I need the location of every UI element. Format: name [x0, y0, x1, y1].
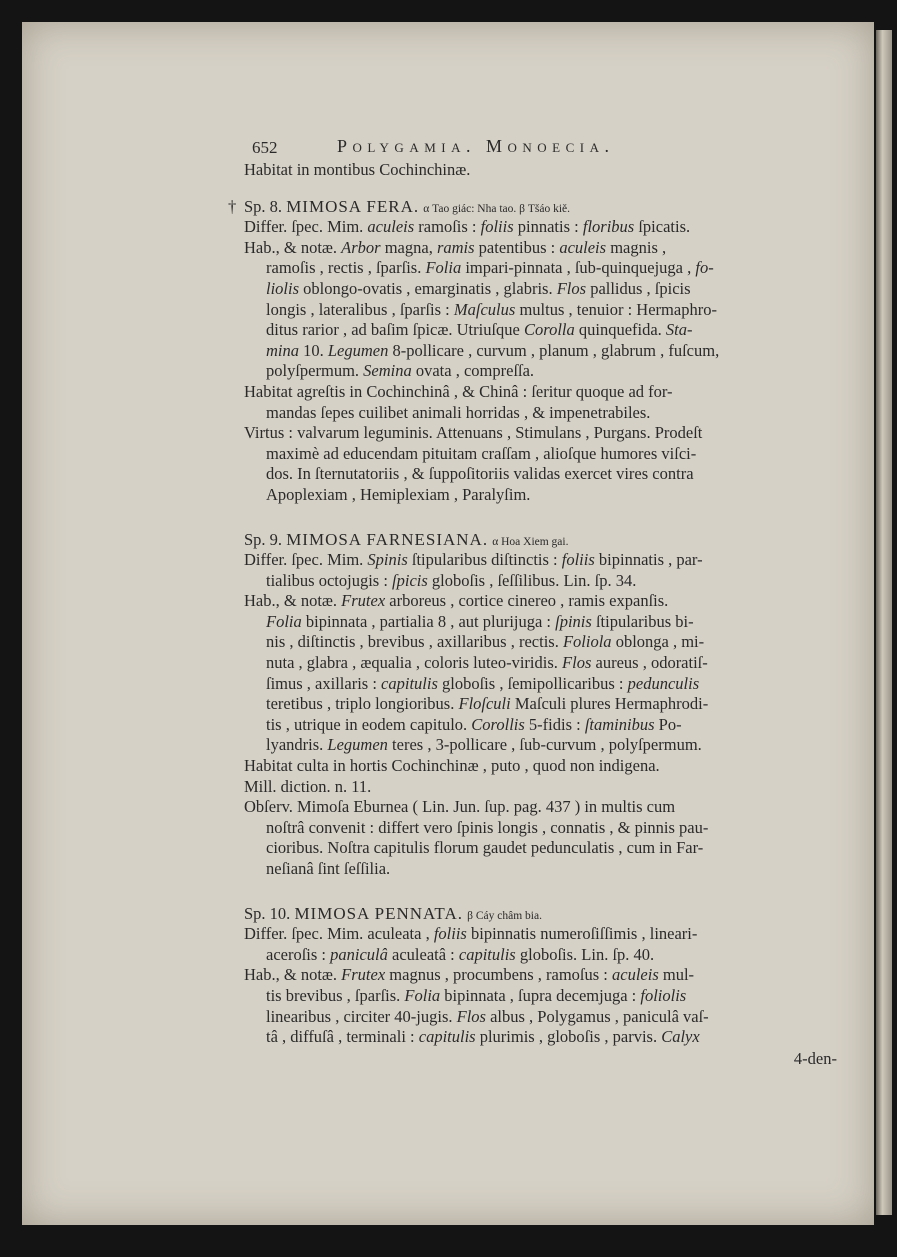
- italic-term: foliis: [480, 217, 514, 237]
- vernacular-names: α Tao giác: Nha tao. β Tšáo kiě.: [423, 202, 571, 215]
- text-line: Hab., & notæ. Frutex arboreus , cortice cinereo , ramis expanſis.: [244, 591, 669, 611]
- text-line: aceroſis : paniculâ aculeatâ : capitulis globoſis. Lin. ſp. 40.: [266, 944, 655, 964]
- text-line: neſianâ ſint ſeſſilia.: [266, 859, 391, 878]
- italic-term: capitulis: [381, 673, 438, 693]
- text-line: nuta , glabra , æqualia , coloris luteo-viridis. Flos aureus , odoratiſ-: [266, 653, 708, 673]
- italic-term: Calyx: [661, 1027, 700, 1047]
- species-number: Sp. 8.: [244, 196, 283, 216]
- italic-term: capitulis: [418, 1027, 476, 1047]
- text-line: tâ , diffuſâ , terminali : capitulis plurimis , globoſis , parvis. Calyx: [266, 1027, 700, 1047]
- text-line: ditus rarior , ad baſim ſpicæ. Utriuſque Corolla quinquefida. Sta-: [266, 320, 693, 340]
- italic-term: Folia: [266, 611, 302, 631]
- italic-term: Semina: [363, 361, 412, 381]
- italic-term: ſpicis: [392, 570, 428, 590]
- text-line: noſtrâ convenit : differt vero ſpinis longis , connatis , & pinnis pau-: [266, 817, 709, 837]
- italic-term: Maſculus: [453, 299, 516, 319]
- text-line: lyandris. Legumen teres , 3-pollicare , ſub-curvum , polyſpermum.: [266, 735, 702, 755]
- text-line: Virtus : valvarum leguminis. Attenuans , Stimulans , Purgans. Prodeſt: [244, 423, 703, 443]
- text-line: longis , lateralibus , ſparſis : Maſculus multus , tenuior : Hermaphro-: [266, 299, 717, 319]
- intro-line: Habitat in montibus Cochinchinæ.: [244, 160, 471, 179]
- text-line: ſimus , axillaris : capitulis globoſis , ſemipollicaribus : pedunculis: [266, 673, 700, 693]
- text-line: polyſpermum. Semina ovata , compreſſa.: [266, 361, 535, 381]
- text-line: mina 10. Legumen 8-pollicare , curvum , planum , glabrum , fuſcum,: [266, 340, 720, 360]
- species-heading: [222, 197, 847, 218]
- italic-term: Legumen: [327, 340, 389, 360]
- italic-term: aculeis: [367, 217, 415, 237]
- italic-term: mina: [266, 340, 299, 360]
- italic-term: pedunculis: [627, 673, 700, 693]
- italic-term: aculeis: [612, 965, 659, 985]
- text-line: teretibus , triplo longioribus. Floſculi Maſculi plures Hermaphrodi-: [266, 694, 709, 714]
- dagger-mark: †: [228, 196, 237, 216]
- italic-term: Foliola: [562, 632, 612, 652]
- italic-term: ramis: [436, 237, 475, 257]
- text-line: Differ. ſpec. Mim. Spinis ſtipularibus diſtinctis : foliis bipinnatis , par-: [244, 550, 703, 570]
- italic-term: Folia: [404, 985, 441, 1005]
- species-9: [222, 530, 847, 880]
- vernacular-names: β Cáy châm bia.: [467, 909, 542, 922]
- italic-term: ſtaminibus: [584, 714, 655, 734]
- text-line: tis , utrique in eodem capitulo. Corollis 5-fidis : ſtaminibus Po-: [266, 714, 682, 734]
- species-number: Sp. 9.: [244, 529, 283, 549]
- italic-term: foliis: [433, 924, 467, 944]
- vernacular-names: α Hoa Xiem gai.: [492, 535, 569, 548]
- habitat: [222, 382, 847, 423]
- page-number: 652: [252, 138, 278, 157]
- text-line: tialibus octojugis : ſpicis globoſis , ſeſſilibus. Lin. ſp. 34.: [266, 570, 637, 590]
- italic-term: foliolis: [640, 985, 687, 1005]
- text-line: Differ. ſpec. Mim. aculeis ramoſis : foliis pinnatis : floribus ſpicatis.: [244, 217, 691, 237]
- text-line: Obſerv. Mimoſa Eburnea ( Lin. Jun. ſup. pag. 437 ) in multis cum: [244, 797, 676, 817]
- italic-term: Folia: [425, 258, 462, 278]
- text-line: Apoplexiam , Hemiplexiam , Paralyſim.: [266, 484, 531, 504]
- italic-term: foliis: [561, 550, 595, 570]
- italic-term: Floſculi: [458, 694, 511, 714]
- text-line: ramoſis , rectis , ſparſis. Folia impari-pinnata , ſub-quinquejuga , fo-: [266, 258, 714, 278]
- virtus: [222, 423, 847, 505]
- italic-term: Spinis: [367, 550, 408, 570]
- text-line: Habitat agreſtis in Cochinchinâ , & Chinâ : ſeritur quoque ad for-: [244, 381, 673, 401]
- description: [222, 217, 847, 382]
- text-line: nis , diſtinctis , brevibus , axillaribus , rectis. Foliola oblonga , mi-: [266, 632, 705, 652]
- text-line: cioribus. Noſtra capitulis florum gaudet pedunculatis , cum in Far-: [266, 838, 704, 858]
- text-line: tis brevibus , ſparſis. Folia bipinnata , ſupra decemjuga : foliolis: [266, 985, 687, 1005]
- text-line: dos. In ſternutatoriis , & ſuppoſitoriis validas exercet vires contra: [266, 464, 694, 484]
- species-name: MIMOSA PENNATA.: [294, 903, 463, 923]
- page-header: [222, 134, 847, 160]
- species-name: MIMOSA FERA.: [286, 196, 420, 216]
- species-heading: [222, 904, 847, 925]
- italic-term: Flos: [556, 278, 587, 298]
- italic-term: paniculâ: [330, 944, 388, 964]
- habitat: [222, 756, 847, 797]
- text-line: Folia bipinnata , partialia 8 , aut plurijuga : ſpinis ſtipularibus bi-: [266, 611, 694, 631]
- italic-term: fo-: [695, 258, 714, 278]
- text-line: Hab., & notæ. Arbor magna, ramis patentibus : aculeis magnis ,: [244, 237, 667, 257]
- text-line: Habitat culta in hortis Cochinchinæ , puto , quod non indigena.: [244, 756, 660, 776]
- species-10: [222, 904, 847, 1070]
- italic-term: floribus: [582, 217, 635, 237]
- text-line: Mill. diction. n. 11.: [244, 776, 372, 796]
- species-number: Sp. 10.: [244, 903, 291, 923]
- text-line: maximè ad educendam pituitam craſſam , alioſque humores viſci-: [266, 443, 697, 463]
- italic-term: Corollis: [471, 714, 525, 734]
- text-line: mandas ſepes cuilibet animali horridas , & impenetrabiles.: [266, 402, 651, 422]
- text-line: liolis oblongo-ovatis , emarginatis , glabris. Flos pallidus , ſpicis: [266, 278, 691, 298]
- observation: [222, 797, 847, 879]
- italic-term: Corolla: [524, 320, 575, 340]
- catchword: 4-den-: [793, 1048, 837, 1068]
- species-name: MIMOSA FARNESIANA.: [286, 529, 489, 549]
- text-line: Hab., & notæ. Frutex magnus , procumbens , ramoſus : aculeis mul-: [244, 965, 695, 985]
- italic-term: Arbor: [341, 237, 381, 257]
- text-line: Differ. ſpec. Mim. aculeata , foliis bipinnatis numeroſiſſimis , lineari-: [244, 924, 698, 944]
- species-8: [222, 197, 847, 506]
- italic-term: aculeis: [559, 237, 607, 257]
- description: [222, 550, 847, 756]
- italic-term: capitulis: [458, 944, 516, 964]
- italic-term: Flos: [562, 653, 592, 673]
- italic-term: Frutex: [341, 591, 386, 611]
- italic-term: Legumen: [327, 735, 388, 755]
- italic-term: liolis: [266, 278, 300, 298]
- text-line: linearibus , circiter 40-jugis. Flos albus , Polygamus , paniculâ vaſ-: [266, 1006, 709, 1026]
- species-heading: [222, 530, 847, 551]
- description: [222, 924, 847, 1048]
- italic-term: Sta-: [665, 320, 693, 340]
- italic-term: ſpinis: [555, 611, 592, 631]
- italic-term: Flos: [456, 1006, 486, 1026]
- running-head: Polygamia. Monoecia.: [337, 136, 615, 156]
- italic-term: Frutex: [341, 965, 386, 985]
- next-page-edge: [876, 30, 892, 1215]
- page-text: [222, 130, 847, 1070]
